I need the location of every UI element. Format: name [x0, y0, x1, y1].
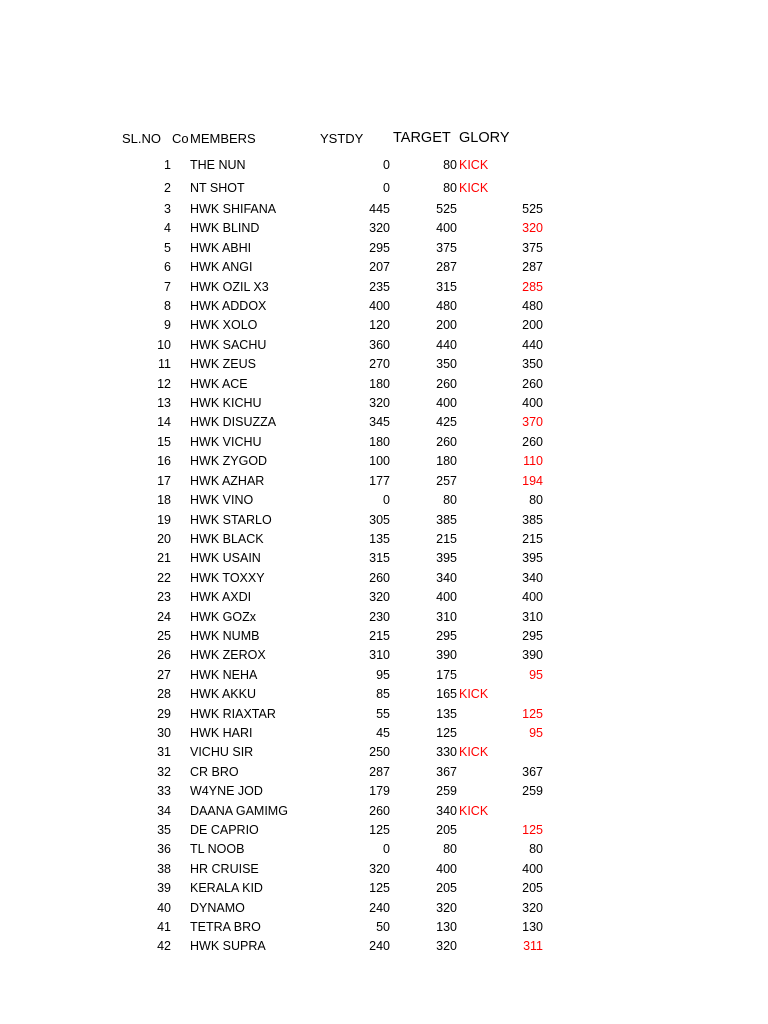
header-ystdy: YSTDY: [320, 131, 364, 146]
member-name-cell: HWK OZIL X3: [190, 279, 269, 294]
member-name-cell: HWK ZYGOD: [190, 454, 268, 469]
ystdy-cell: 100: [369, 454, 390, 469]
table-row: [0, 472, 768, 491]
target-cell: 340: [436, 803, 457, 818]
sl-no-cell: 33: [157, 784, 171, 799]
table-row: [0, 879, 768, 898]
glory-cell: 110: [523, 454, 543, 469]
target-cell: 320: [436, 900, 457, 915]
member-name-cell: HWK RIAXTAR: [190, 706, 276, 721]
target-cell: 80: [443, 493, 457, 508]
sl-no-cell: 25: [157, 628, 171, 643]
table-row: [0, 375, 768, 394]
table-row: [0, 177, 768, 200]
sl-no-cell: 18: [157, 493, 171, 508]
ystdy-cell: 270: [369, 357, 390, 372]
glory-cell: 311: [523, 939, 543, 954]
target-cell: 340: [436, 570, 457, 585]
ystdy-cell: 85: [376, 687, 390, 702]
sl-no-cell: 31: [157, 745, 171, 760]
member-name-cell: DYNAMO: [190, 900, 245, 915]
glory-cell: 525: [522, 202, 543, 216]
target-cell: 215: [436, 531, 457, 546]
header-members: MEMBERS: [190, 131, 256, 146]
sl-no-cell: 10: [157, 337, 171, 352]
ystdy-cell: 0: [383, 842, 390, 857]
table-row: [0, 491, 768, 510]
table-row: [0, 297, 768, 316]
target-cell: 287: [436, 260, 457, 275]
glory-cell: 440: [522, 337, 543, 352]
target-cell: 80: [443, 181, 457, 195]
glory-cell: 285: [522, 279, 543, 294]
sl-no-cell: 24: [157, 609, 171, 624]
table-row: [0, 821, 768, 840]
ystdy-cell: 179: [369, 784, 390, 799]
sl-no-cell: 7: [164, 279, 171, 294]
ystdy-cell: 230: [369, 609, 390, 624]
member-name-cell: HWK VICHU: [190, 434, 262, 449]
sl-no-cell: 42: [157, 939, 171, 954]
target-cell: 400: [436, 396, 457, 411]
header-target: TARGET: [393, 130, 451, 146]
target-cell: 80: [443, 842, 457, 857]
member-name-cell: CR BRO: [190, 764, 239, 779]
table-row: [0, 433, 768, 452]
sl-no-cell: 39: [157, 881, 171, 896]
target-cell: 295: [436, 628, 457, 643]
member-name-cell: DAANA GAMIMG: [190, 803, 288, 818]
glory-cell: 320: [522, 221, 543, 236]
header-sl-no: SL.NO: [122, 131, 162, 146]
table-row: [0, 511, 768, 530]
ystdy-cell: 95: [376, 667, 390, 682]
sl-no-cell: 30: [157, 725, 171, 740]
member-name-cell: HWK SHIFANA: [190, 202, 277, 216]
member-name-cell: HWK ANGI: [190, 260, 253, 275]
target-cell: 400: [436, 590, 457, 605]
sl-no-cell: 14: [157, 415, 171, 430]
glory-cell: 95: [529, 667, 543, 682]
member-name-cell: HWK TOXXY: [190, 570, 265, 585]
table-row: [0, 413, 768, 432]
table-row: [0, 336, 768, 355]
member-name-cell: HWK XOLO: [190, 318, 258, 333]
member-name-cell: HWK SUPRA: [190, 939, 266, 954]
table-row: [0, 588, 768, 607]
member-name-cell: HWK GOZx: [190, 609, 256, 624]
sl-no-cell: 4: [164, 221, 171, 236]
ystdy-cell: 287: [369, 764, 390, 779]
member-name-cell: HWK HARI: [190, 725, 253, 740]
target-cell: 175: [436, 667, 457, 682]
target-cell: 180: [436, 454, 457, 469]
ystdy-cell: 0: [383, 181, 390, 195]
member-name-cell: NT SHOT: [190, 181, 245, 195]
glory-cell: 95: [529, 725, 543, 740]
member-name-cell: HWK STARLO: [190, 512, 272, 527]
table-row: [0, 452, 768, 471]
kick-status-cell: KICK: [459, 745, 489, 760]
table-row: [0, 219, 768, 238]
member-name-cell: VICHU SIR: [190, 745, 254, 760]
table-row: [0, 200, 768, 219]
sl-no-cell: 16: [157, 454, 171, 469]
table-row: [0, 154, 768, 177]
ystdy-cell: 315: [369, 551, 390, 566]
sl-no-cell: 28: [157, 687, 171, 702]
sl-no-cell: 20: [157, 531, 171, 546]
member-name-cell: HR CRUISE: [190, 861, 259, 876]
member-name-cell: HWK ADDOX: [190, 299, 267, 314]
sl-no-cell: 40: [157, 900, 171, 915]
sl-no-cell: 6: [164, 260, 171, 275]
target-cell: 525: [436, 202, 457, 216]
sl-no-cell: 23: [157, 590, 171, 605]
ystdy-cell: 320: [369, 861, 390, 876]
target-cell: 480: [436, 299, 457, 314]
member-name-cell: HWK KICHU: [190, 396, 262, 411]
member-name-cell: HWK AKKU: [190, 687, 256, 702]
table-row: [0, 355, 768, 374]
glory-cell: 295: [522, 628, 543, 643]
target-cell: 80: [443, 158, 457, 172]
table-row: [0, 239, 768, 258]
member-name-cell: HWK AXDI: [190, 590, 252, 605]
table-row: [0, 569, 768, 588]
target-cell: 385: [436, 512, 457, 527]
glory-cell: 80: [529, 493, 543, 508]
header-glory: GLORY: [459, 130, 510, 146]
table-row: [0, 918, 768, 937]
ystdy-cell: 240: [369, 900, 390, 915]
table-row: [0, 530, 768, 549]
glory-cell: 260: [522, 376, 543, 391]
member-name-cell: HWK ACE: [190, 376, 248, 391]
sl-no-cell: 13: [157, 396, 171, 411]
ystdy-cell: 177: [369, 473, 390, 488]
member-name-cell: HWK ZEUS: [190, 357, 256, 372]
target-cell: 165: [436, 687, 457, 702]
ystdy-cell: 260: [369, 570, 390, 585]
ystdy-cell: 180: [369, 376, 390, 391]
glory-cell: 400: [522, 861, 543, 876]
target-cell: 135: [436, 706, 457, 721]
table-row: [0, 258, 768, 277]
target-cell: 350: [436, 357, 457, 372]
sl-no-cell: 3: [164, 202, 171, 216]
ystdy-cell: 345: [369, 415, 390, 430]
glory-cell: 385: [522, 512, 543, 527]
ystdy-cell: 360: [369, 337, 390, 352]
kick-status-cell: KICK: [459, 803, 489, 818]
member-name-cell: HWK ABHI: [190, 240, 252, 255]
sl-no-cell: 22: [157, 570, 171, 585]
table-row: [0, 316, 768, 335]
glory-cell: 400: [522, 590, 543, 605]
target-cell: 260: [436, 434, 457, 449]
glory-cell: 395: [522, 551, 543, 566]
ystdy-cell: 320: [369, 221, 390, 236]
sl-no-cell: 5: [164, 240, 171, 255]
members-table: [0, 154, 768, 957]
glory-cell: 125: [522, 706, 543, 721]
table-row: [0, 685, 768, 704]
table-row: [0, 763, 768, 782]
sl-no-cell: 27: [157, 667, 171, 682]
target-cell: 400: [436, 221, 457, 236]
member-name-cell: HWK NEHA: [190, 667, 258, 682]
glory-cell: 205: [522, 881, 543, 896]
target-cell: 315: [436, 279, 457, 294]
glory-cell: 125: [522, 823, 543, 837]
ystdy-cell: 320: [369, 590, 390, 605]
sl-no-cell: 2: [164, 181, 171, 195]
kick-status-cell: KICK: [459, 181, 489, 195]
ystdy-cell: 305: [369, 512, 390, 527]
ystdy-cell: 240: [369, 939, 390, 954]
sl-no-cell: 29: [157, 706, 171, 721]
member-name-cell: HWK BLIND: [190, 221, 260, 236]
ystdy-cell: 120: [369, 318, 390, 333]
target-cell: 257: [436, 473, 457, 488]
target-cell: 395: [436, 551, 457, 566]
target-cell: 200: [436, 318, 457, 333]
glory-cell: 260: [522, 434, 543, 449]
glory-cell: 320: [522, 900, 543, 915]
glory-cell: 287: [522, 260, 543, 275]
target-cell: 330: [436, 745, 457, 760]
table-row: [0, 627, 768, 646]
member-name-cell: TETRA BRO: [190, 920, 261, 935]
table-row: [0, 394, 768, 413]
table-row: [0, 802, 768, 821]
sl-no-cell: 12: [157, 376, 171, 391]
sl-no-cell: 36: [157, 842, 171, 857]
ystdy-cell: 295: [369, 240, 390, 255]
member-name-cell: THE NUN: [190, 158, 246, 172]
ystdy-cell: 50: [376, 920, 390, 935]
table-row: [0, 840, 768, 859]
ystdy-cell: 55: [376, 706, 390, 721]
ystdy-cell: 250: [369, 745, 390, 760]
table-row: [0, 646, 768, 665]
glory-cell: 367: [522, 764, 543, 779]
table-row: [0, 860, 768, 879]
member-name-cell: TL NOOB: [190, 842, 245, 857]
ystdy-cell: 235: [369, 279, 390, 294]
ystdy-cell: 260: [369, 803, 390, 818]
sl-no-cell: 21: [157, 551, 171, 566]
table-row: [0, 666, 768, 685]
table-row: [0, 899, 768, 918]
ystdy-cell: 125: [369, 823, 390, 837]
glory-cell: 370: [522, 415, 543, 430]
ystdy-cell: 400: [369, 299, 390, 314]
sl-no-cell: 17: [157, 473, 171, 488]
target-cell: 440: [436, 337, 457, 352]
ystdy-cell: 215: [369, 628, 390, 643]
sl-no-cell: 32: [157, 764, 171, 779]
target-cell: 320: [436, 939, 457, 954]
glory-cell: 80: [529, 842, 543, 857]
ystdy-cell: 310: [369, 648, 390, 663]
ystdy-cell: 0: [383, 158, 390, 172]
target-cell: 130: [436, 920, 457, 935]
table-row: [0, 724, 768, 743]
member-name-cell: HWK BLACK: [190, 531, 264, 546]
glory-cell: 375: [522, 240, 543, 255]
target-cell: 310: [436, 609, 457, 624]
member-name-cell: W4YNE JOD: [190, 784, 263, 799]
ystdy-cell: 445: [369, 202, 390, 216]
target-cell: 259: [436, 784, 457, 799]
table-row: [0, 782, 768, 801]
header-co: Co: [172, 131, 189, 146]
member-name-cell: HWK DISUZZA: [190, 415, 277, 430]
member-name-cell: HWK ZEROX: [190, 648, 266, 663]
glory-cell: 310: [522, 609, 543, 624]
glory-cell: 259: [522, 784, 543, 799]
sl-no-cell: 11: [158, 357, 171, 372]
ystdy-cell: 45: [376, 725, 390, 740]
kick-status-cell: KICK: [459, 687, 489, 702]
member-name-cell: DE CAPRIO: [190, 823, 259, 837]
sl-no-cell: 34: [157, 803, 171, 818]
glory-cell: 350: [522, 357, 543, 372]
glory-cell: 215: [522, 531, 543, 546]
target-cell: 260: [436, 376, 457, 391]
sl-no-cell: 38: [157, 861, 171, 876]
sl-no-cell: 9: [164, 318, 171, 333]
member-name-cell: HWK NUMB: [190, 628, 260, 643]
glory-cell: 340: [522, 570, 543, 585]
target-cell: 425: [436, 415, 457, 430]
glory-cell: 400: [522, 396, 543, 411]
sl-no-cell: 41: [157, 920, 171, 935]
ystdy-cell: 180: [369, 434, 390, 449]
table-row: [0, 705, 768, 724]
glory-cell: 390: [522, 648, 543, 663]
ystdy-cell: 0: [383, 493, 390, 508]
kick-status-cell: KICK: [459, 158, 489, 172]
target-cell: 367: [436, 764, 457, 779]
member-name-cell: HWK VINO: [190, 493, 254, 508]
glory-cell: 130: [522, 920, 543, 935]
ystdy-cell: 135: [369, 531, 390, 546]
sl-no-cell: 8: [164, 299, 171, 314]
glory-cell: 200: [522, 318, 543, 333]
table-row: [0, 608, 768, 627]
member-name-cell: HWK SACHU: [190, 337, 267, 352]
member-name-cell: KERALA KID: [190, 881, 263, 896]
table-row: [0, 743, 768, 762]
target-cell: 400: [436, 861, 457, 876]
target-cell: 390: [436, 648, 457, 663]
target-cell: 375: [436, 240, 457, 255]
glory-cell: 194: [522, 473, 543, 488]
sl-no-cell: 19: [157, 512, 171, 527]
table-row: [0, 549, 768, 568]
ystdy-cell: 125: [369, 881, 390, 896]
sl-no-cell: 1: [164, 158, 171, 172]
glory-cell: 480: [522, 299, 543, 314]
member-name-cell: HWK AZHAR: [190, 473, 265, 488]
table-row: [0, 278, 768, 297]
target-cell: 205: [436, 823, 457, 837]
sl-no-cell: 35: [157, 823, 171, 837]
target-cell: 205: [436, 881, 457, 896]
target-cell: 125: [436, 725, 457, 740]
ystdy-cell: 320: [369, 396, 390, 411]
ystdy-cell: 207: [369, 260, 390, 275]
sl-no-cell: 15: [157, 434, 171, 449]
member-name-cell: HWK USAIN: [190, 551, 261, 566]
table-row: [0, 937, 768, 956]
sl-no-cell: 26: [157, 648, 171, 663]
